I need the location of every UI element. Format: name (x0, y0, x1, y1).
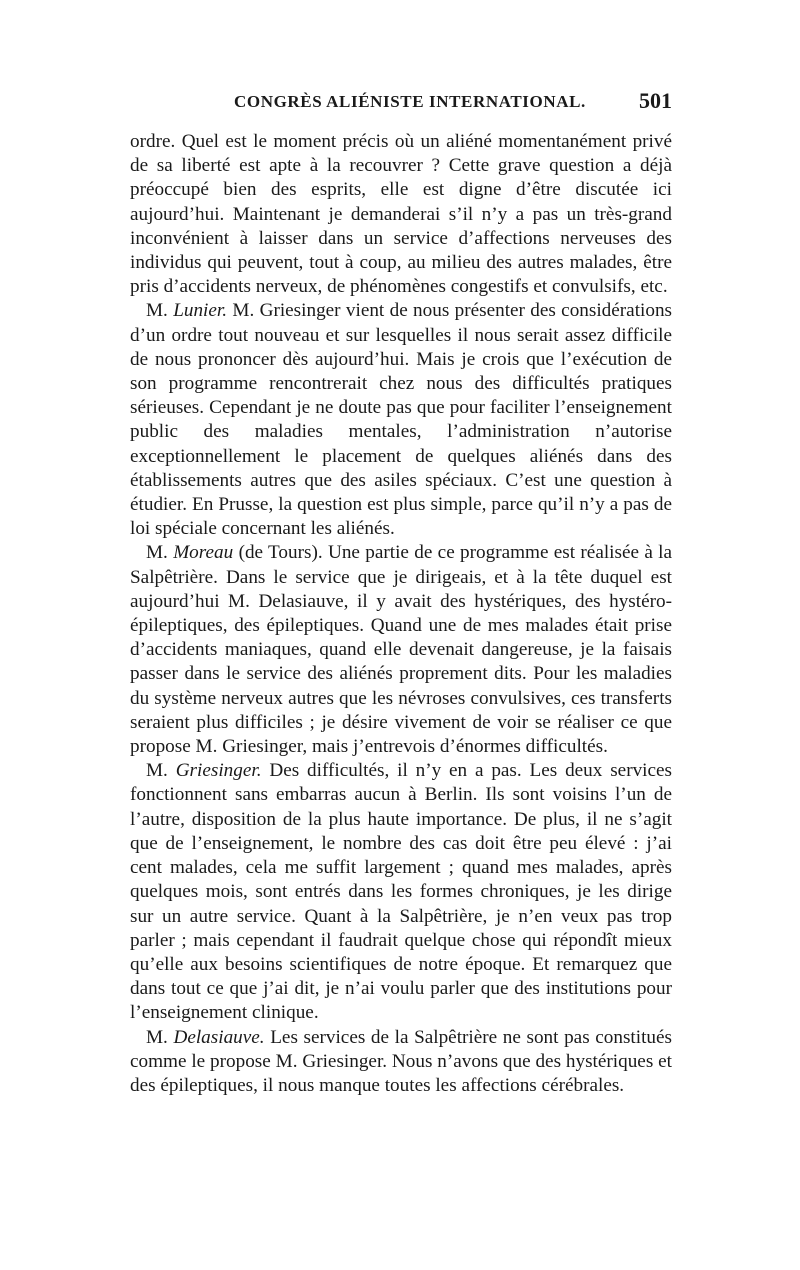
paragraph-moreau (130, 541, 672, 759)
page-number: 501 (639, 88, 672, 113)
speaker-name: Lunier. (173, 300, 228, 322)
paragraph-delasiauve (130, 1026, 672, 1099)
paragraph-continuation (130, 130, 672, 299)
paragraph-lunier (130, 299, 672, 541)
running-title: CONGRÈS ALIÉNISTE INTERNATIONAL. (234, 92, 586, 111)
speaker-name: Delasiauve. (173, 1026, 265, 1048)
speaker-name: Griesinger. (175, 760, 262, 782)
speaker-name: Moreau (173, 542, 234, 564)
speaker-prefix: M. (146, 1026, 168, 1048)
paragraph-griesinger (130, 759, 672, 1025)
running-header (130, 88, 672, 122)
paragraph-text: ordre. Quel est le moment précis où un aliéné momentanément privé de sa liberté est apte à la recouvrer ? Cette grave question a déjà préoccupé bien des esprits, elle est digne d’être discutée ici aujourd’hui. Maintenant je demanderai s’il n’y a pas un très-grand inconvénient à laisser dans un service d’affections nerveuses des individus qui peuvent, tout à coup, au milieu des autres malades, être pris d’accidents nerveux, de phénomènes congestifs et convulsifs, etc. (130, 131, 672, 298)
body-text (130, 130, 672, 1098)
paragraph-text: (de Tours). Une partie de ce programme est réalisée à la Salpêtrière. Dans le service que je dirigeais, et à la tête duquel est aujourd’hui M. Delasiauve, il y avait des hystériques, des hystéro-épileptiques, des épileptiques. Quand une de mes malades était prise d’accidents maniaques, quand elle devenait dangereuse, je la faisais passer dans le service des aliénés proprement dits. Pour les maladies du système nerveux autres que les névroses convulsives, ces transferts seraient plus difficiles ; je désire vivement de voir se réaliser ce que propose M. Griesinger, mais j’entrevois d’énormes difficultés. (130, 542, 673, 758)
speaker-prefix: M. (146, 760, 168, 782)
paragraph-text: Des difficultés, il n’y en a pas. Les deux services fonctionnent sans embarras aucun à Berlin. Ils sont voisins l’un de l’autre, disposition de la plus haute importance. De plus, il ne s’agit que de l’enseignement, le nombre des cas doit être peu élevé : j’ai cent malades, cela me suffit largement ; quand mes malades, après quelques mois, sont entrés dans les formes chroniques, je les dirige sur un autre service. Quant à la Salpêtrière, je n’en veux pas trop parler ; mais cependant il faudrait quelque chose qui répondît mieux qu’elle aux besoins scientifiques de notre époque. Et remarquez que dans tout ce que j’ai dit, je n’ai voulu parler que des institutions pour l’enseignement clinique. (130, 760, 673, 1024)
paragraph-text: Les services de la Salpêtrière ne sont pas constitués comme le propose M. Griesinger. Nous n’avons que des hystériques et des épileptiques, il nous manque toutes les affections cérébrales. (130, 1026, 673, 1096)
speaker-prefix: M. (146, 542, 168, 564)
speaker-prefix: M. (146, 300, 168, 322)
paragraph-text: M. Griesinger vient de nous présenter des considérations d’un ordre tout nouveau et sur lesquelles il nous serait assez difficile de nous prononcer dès aujourd’hui. Mais je crois que l’exécution de son programme rencontrerait chez nous des difficultés pratiques sérieuses. Cependant je ne doute pas que pour faciliter l’enseignement public des maladies mentales, l’administration n’autorise exceptionnellement le placement de quelques aliénés dans des établissements autres que des asiles spéciaux. C’est une question à étudier. En Prusse, la question est plus simple, parce qu’il n’y a pas de loi spéciale concernant les aliénés. (130, 300, 673, 540)
book-page (130, 88, 672, 1098)
